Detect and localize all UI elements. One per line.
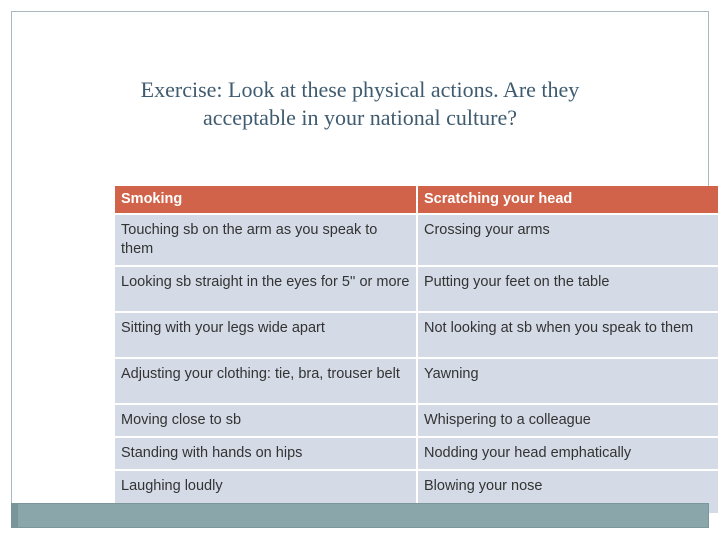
table-cell: Nodding your head emphatically [417, 437, 719, 470]
slide-title [110, 76, 610, 132]
footer-band [11, 503, 709, 528]
table-cell: Blowing your nose [417, 470, 719, 514]
table-cell: Yawning [417, 358, 719, 404]
table-cell: Adjusting your clothing: tie, bra, trouser belt [115, 358, 417, 404]
table-cell: Moving close to sb [115, 404, 417, 437]
table-cell: Not looking at sb when you speak to them [417, 312, 719, 358]
table-row [115, 214, 719, 266]
table-cell: Touching sb on the arm as you speak to them [115, 214, 417, 266]
table-cell: Laughing loudly [115, 470, 417, 514]
table-row [115, 437, 719, 470]
table-header-cell: Scratching your head [417, 186, 719, 214]
table-row [115, 404, 719, 437]
actions-table [115, 186, 720, 515]
table-cell: Putting your feet on the table [417, 266, 719, 312]
table-header-cell: Smoking [115, 186, 417, 214]
table-row [115, 266, 719, 312]
table-header-row [115, 186, 719, 214]
slide-title-line-1: Exercise: Look at these physical actions. Are they [140, 77, 580, 102]
footer-accent [11, 503, 18, 528]
table-cell: Whispering to a colleague [417, 404, 719, 437]
table-row [115, 312, 719, 358]
slide-title-line-2: acceptable in your national culture? [203, 105, 517, 130]
table-cell: Sitting with your legs wide apart [115, 312, 417, 358]
table-cell: Crossing your arms [417, 214, 719, 266]
table-cell: Standing with hands on hips [115, 437, 417, 470]
table-row [115, 358, 719, 404]
table-cell: Looking sb straight in the eyes for 5'' or more [115, 266, 417, 312]
